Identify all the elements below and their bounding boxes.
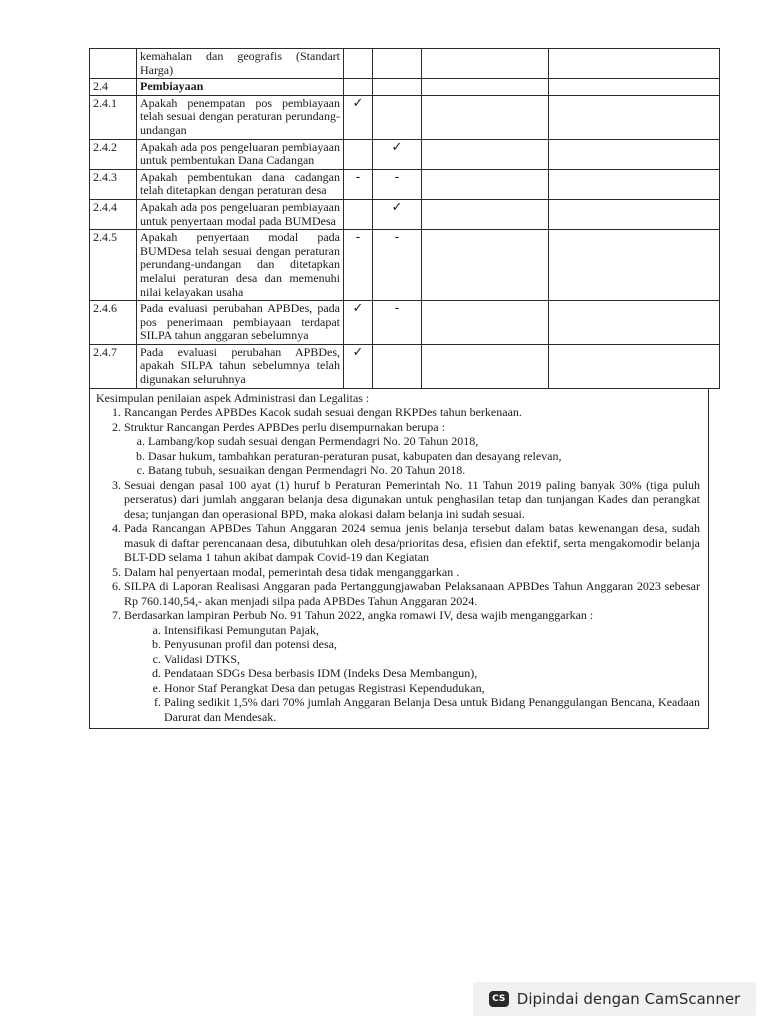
camscanner-watermark: [473, 982, 756, 1016]
remarks-column: [549, 301, 720, 345]
table-row: [90, 344, 720, 388]
notes-column: [422, 169, 549, 199]
conclusion-subitem: b. Penyusunan profil dan potensi desa,: [164, 637, 700, 652]
section-heading: Pembiayaan: [137, 79, 344, 96]
check-column-yes: [344, 79, 373, 96]
conclusion-list: [96, 405, 700, 724]
check-column-no: [373, 49, 422, 79]
check-column-yes: [344, 49, 373, 79]
row-question: Apakah ada pos pengeluaran pembiayaan untuk penyertaan modal pada BUMDesa: [137, 199, 344, 229]
row-number: 2.4.3: [90, 169, 137, 199]
conclusion-subitem: c. Batang tubuh, sesuaikan dengan Permendagri No. 20 Tahun 2018.: [148, 463, 700, 478]
conclusion-item: 7. Berdasarkan lampiran Perbub No. 91 Tahun 2022, angka romawi IV, desa wajib menganggarkan : a. Intensifikasi Pemungutan Pajak, b. Penyusunan profil dan potensi desa, c. Validasi DTKS, d. Pendataan SDGs Desa berbasis IDM (Indeks Desa Membangun), e. Honor Staf Perangkat Desa dan petugas Registrasi Kependudukan, f. Paling sedikit 1,5% dari 70% jumlah Anggaran Belanja Desa untuk Bidang Penanggulangan Bencana, Keadaan Darurat dan Mendesak.: [124, 608, 700, 724]
row-question: Apakah penyertaan modal pada BUMDesa telah sesuai dengan peraturan perundang-undangan dan ditetapkan melalui peraturan desa dan memenuhi nilai kelayakan usaha: [137, 230, 344, 301]
row-question: Pada evaluasi perubahan APBDes, apakah SILPA tahun sebelumnya telah digunakan seluruhnya: [137, 344, 344, 388]
notes-column: [422, 139, 549, 169]
row-question: Apakah pembentukan dana cadangan telah ditetapkan dengan peraturan desa: [137, 169, 344, 199]
row-question: kemahalan dan geografis (Standart Harga): [137, 49, 344, 79]
notes-column: [422, 95, 549, 139]
check-column-yes: ✓: [344, 301, 373, 345]
conclusion-item: 2. Struktur Rancangan Perdes APBDes perlu disempurnakan berupa : a. Lambang/kop sudah sesuai dengan Permendagri No. 20 Tahun 2018, b. Dasar hukum, tambahkan peraturan-peraturan pusat, kabupaten dan desayang relevan, c. Batang tubuh, sesuaikan dengan Permendagri No. 20 Tahun 2018.: [124, 420, 700, 478]
conclusion-item: 1. Rancangan Perdes APBDes Kacok sudah sesuai dengan RKPDes tahun berkenaan.: [124, 405, 700, 420]
row-number: 2.4.1: [90, 95, 137, 139]
conclusion-subitem: a. Intensifikasi Pemungutan Pajak,: [164, 623, 700, 638]
row-number: 2.4: [90, 79, 137, 96]
conclusion-sublist: [124, 623, 700, 725]
remarks-column: [549, 49, 720, 79]
conclusion-item: 3. Sesuai dengan pasal 100 ayat (1) huruf b Peraturan Pemerintah No. 11 Tahun 2019 paling banyak 30% (tiga puluh perseratus) dari jumlah anggaran belanja desa digunakan untuk penghasilan tetap dan tunjangan Kades dan perangkat desa; tunjangan dan operasional BPD, maka alokasi dalam belanja ini sudah sesuai.: [124, 478, 700, 522]
check-column-yes: ✓: [344, 344, 373, 388]
notes-column: [422, 230, 549, 301]
row-number: 2.4.6: [90, 301, 137, 345]
check-column-yes: -: [344, 230, 373, 301]
row-question: Pada evaluasi perubahan APBDes, pada pos penerimaan pembiayaan terdapat SILPA tahun anggaran sebelumnya: [137, 301, 344, 345]
row-question: Apakah ada pos pengeluaran pembiayaan untuk pembentukan Dana Cadangan: [137, 139, 344, 169]
document-page: [89, 48, 709, 729]
table-row: [90, 49, 720, 79]
conclusion-subitem: b. Dasar hukum, tambahkan peraturan-peraturan pusat, kabupaten dan desayang relevan,: [148, 449, 700, 464]
table-row: [90, 301, 720, 345]
conclusion-item: 4. Pada Rancangan APBDes Tahun Anggaran 2024 semua jenis belanja tersebut dalam batas kewenangan desa, sudah masuk di daftar perencanaan desa, dibutuhkan oleh desa/prioritas desa, efisien dan efektif, serta mengakomodir belanja BLT-DD selama 1 tahun akibat dampak Covid-19 dan Kegiatan: [124, 521, 700, 565]
check-column-yes: [344, 139, 373, 169]
notes-column: [422, 49, 549, 79]
conclusion-sublist: [124, 434, 700, 478]
check-column-no: ✓: [373, 199, 422, 229]
remarks-column: [549, 139, 720, 169]
check-column-yes: -: [344, 169, 373, 199]
conclusion-subitem: a. Lambang/kop sudah sesuai dengan Permendagri No. 20 Tahun 2018,: [148, 434, 700, 449]
check-column-no: [373, 79, 422, 96]
conclusion-item: 5. Dalam hal penyertaan modal, pemerintah desa tidak menganggarkan .: [124, 565, 700, 580]
conclusion-subitem: f. Paling sedikit 1,5% dari 70% jumlah Anggaran Belanja Desa untuk Bidang Penanggulangan Bencana, Keadaan Darurat dan Mendesak.: [164, 695, 700, 724]
row-number: 2.4.5: [90, 230, 137, 301]
check-column-no: -: [373, 230, 422, 301]
remarks-column: [549, 230, 720, 301]
notes-column: [422, 79, 549, 96]
remarks-column: [549, 344, 720, 388]
check-column-no: ✓: [373, 139, 422, 169]
table-row: [90, 230, 720, 301]
row-number: 2.4.2: [90, 139, 137, 169]
notes-column: [422, 301, 549, 345]
remarks-column: [549, 95, 720, 139]
check-column-no: [373, 344, 422, 388]
camscanner-icon: CS: [489, 991, 509, 1007]
conclusion-box: [89, 389, 709, 730]
remarks-column: [549, 169, 720, 199]
remarks-column: [549, 199, 720, 229]
table-row: [90, 79, 720, 96]
check-column-no: -: [373, 301, 422, 345]
check-column-no: [373, 95, 422, 139]
conclusion-subitem: e. Honor Staf Perangkat Desa dan petugas Registrasi Kependudukan,: [164, 681, 700, 696]
row-number: [90, 49, 137, 79]
table-row: [90, 199, 720, 229]
evaluation-table: [89, 48, 720, 389]
conclusion-item: 6. SILPA di Laporan Realisasi Anggaran pada Pertanggungjawaban Pelaksanaan APBDes Tahun Anggaran 2023 sebesar Rp 760.140,54,- akan menjadi silpa pada APBDes Tahun Anggaran 2024.: [124, 579, 700, 608]
check-column-no: -: [373, 169, 422, 199]
conclusion-heading: Kesimpulan penilaian aspek Administrasi dan Legalitas :: [96, 390, 370, 405]
watermark-text: Dipindai dengan CamScanner: [516, 990, 741, 1008]
notes-column: [422, 344, 549, 388]
table-row: [90, 95, 720, 139]
check-column-yes: [344, 199, 373, 229]
row-number: 2.4.7: [90, 344, 137, 388]
conclusion-subitem: d. Pendataan SDGs Desa berbasis IDM (Indeks Desa Membangun),: [164, 666, 700, 681]
remarks-column: [549, 79, 720, 96]
notes-column: [422, 199, 549, 229]
check-column-yes: ✓: [344, 95, 373, 139]
row-number: 2.4.4: [90, 199, 137, 229]
conclusion-subitem: c. Validasi DTKS,: [164, 652, 700, 667]
row-question: Apakah penempatan pos pembiayaan telah sesuai dengan peraturan perundang-undangan: [137, 95, 344, 139]
table-row: [90, 169, 720, 199]
table-row: [90, 139, 720, 169]
